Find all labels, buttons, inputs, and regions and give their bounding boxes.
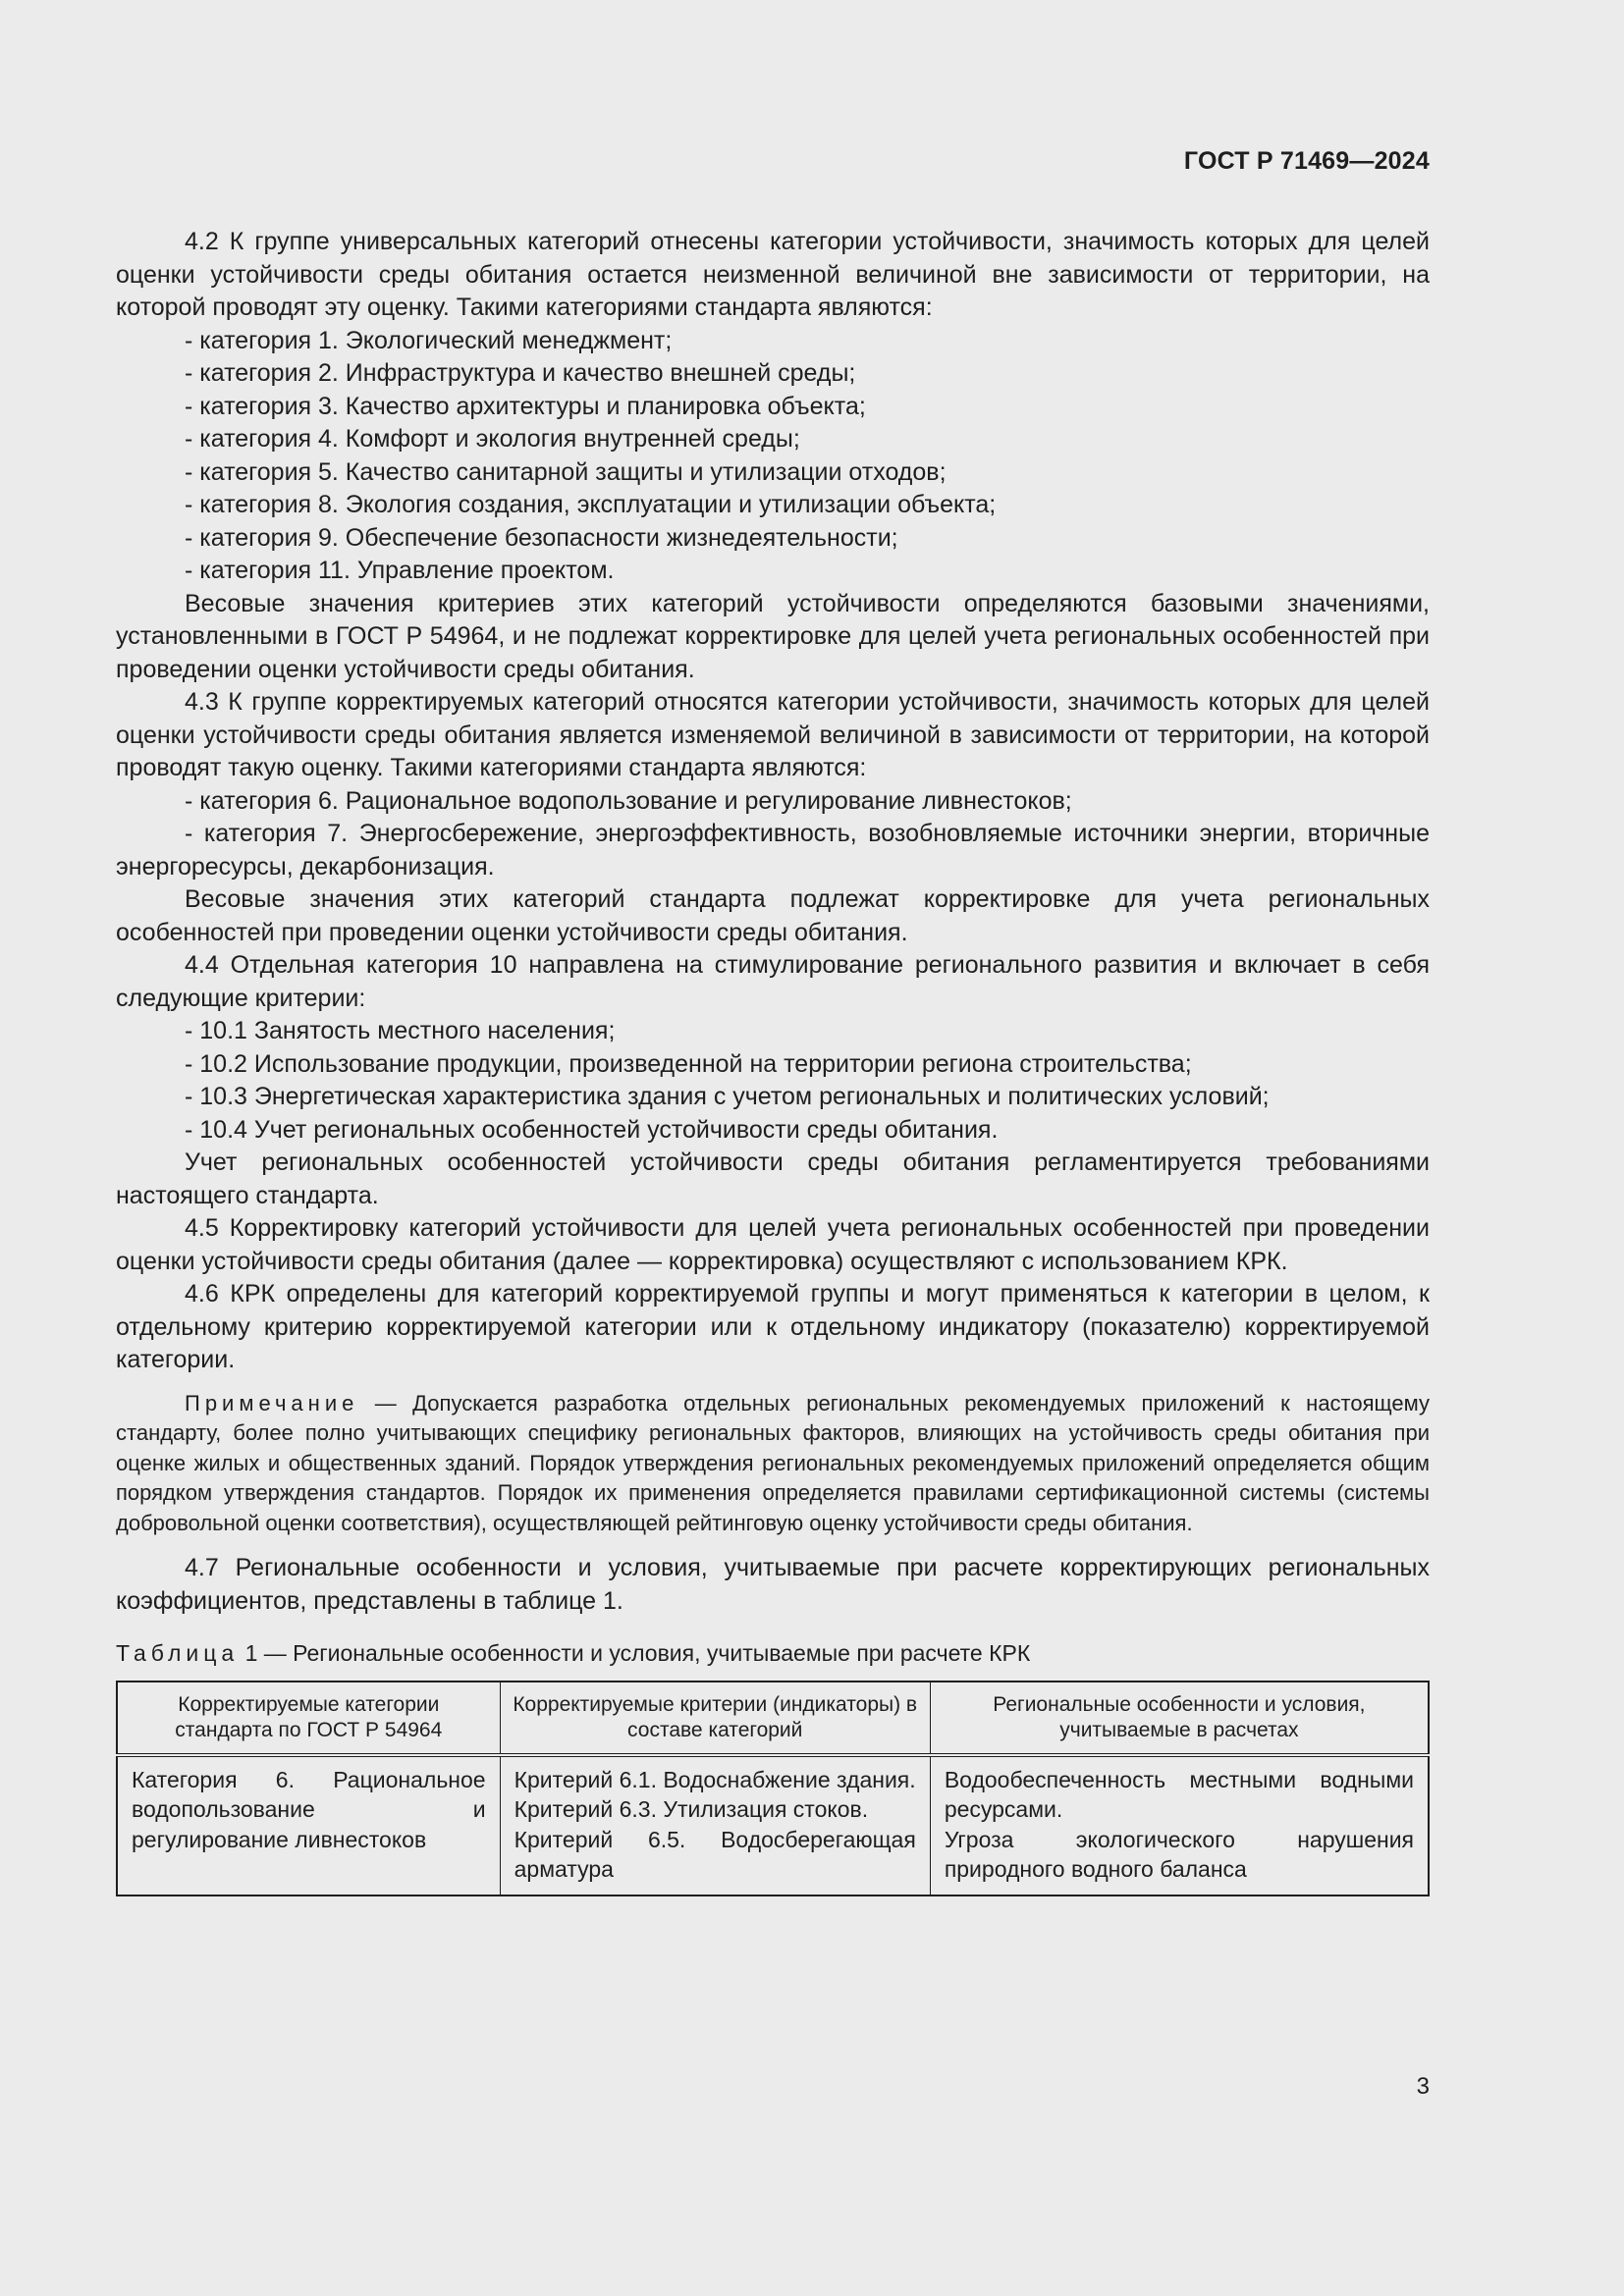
list-item: - категория 11. Управление проектом. — [185, 557, 615, 584]
criterion-line: Критерий 6.5. Водосберегающая арматура — [514, 1826, 916, 1882]
table-row — [117, 1755, 1429, 1896]
list-item: - категория 4. Комфорт и экология внутренней среды; — [185, 425, 800, 453]
list-item: - категория 6. Рациональное водопользование и регулирование ливнестоков; — [185, 786, 1072, 815]
table-header-row — [117, 1682, 1429, 1755]
list-item: - категория 1. Экологический менеджмент; — [185, 326, 673, 354]
table-header-cell: Корректируемые критерии (индикаторы) в составе категорий — [500, 1682, 930, 1755]
paragraph-4-6: 4.6 КРК определены для категорий корректируемой группы и могут применяться к категории в целом, к отдельному критерию корректируемой категории или к отдельному индикатору (показателю) корректируемой категории. — [116, 1280, 1430, 1373]
list-item: - 10.1 Занятость местного населения; — [185, 1017, 616, 1044]
paragraph-4-3: 4.3 К группе корректируемых категорий относятся категории устойчивости, значимость которых для целей оценки устойчивости среды обитания является изменяемой величиной в зависимости от территории, на которой проводят такую оценку. Такими категориями стандарта являются: — [116, 688, 1430, 781]
table-cell-conditions — [930, 1755, 1429, 1896]
paragraph-regional-features: Учет региональных особенностей устойчивости среды обитания регламентируется требованиями настоящего стандарта. — [116, 1148, 1430, 1209]
paragraph-weights-adjustable: Весовые значения этих категорий стандарта подлежат корректировке для учета региональных особенностей при проведении оценки устойчивости среды обитания. — [116, 885, 1430, 946]
list-item: - категория 8. Экология создания, эксплуатации и утилизации объекта; — [185, 491, 997, 518]
document-body — [116, 226, 1430, 1896]
table-caption-text: 1 — Региональные особенности и условия, учитываемые при расчете КРК — [239, 1640, 1031, 1666]
paragraph-4-4: 4.4 Отдельная категория 10 направлена на стимулирование регионального развития и включает в себя следующие критерии: — [116, 951, 1430, 1012]
note-paragraph — [116, 1389, 1430, 1539]
paragraph-4-2: 4.2 К группе универсальных категорий отнесены категории устойчивости, значимость которых для целей оценки устойчивости среды обитания остается неизменной величиной вне зависимости от территории, на которой проводят эту оценку. Такими категориями стандарта являются: — [116, 228, 1430, 321]
paragraph-4-7: 4.7 Региональные особенности и условия, учитываемые при расчете корректирующих региональных коэффициентов, представлены в таблице 1. — [116, 1554, 1430, 1615]
table-header-cell: Корректируемые категории стандарта по ГОСТ Р 54964 — [117, 1682, 500, 1755]
list-item: - категория 9. Обеспечение безопасности жизнедеятельности; — [185, 523, 898, 552]
paragraph-weights-universal: Весовые значения критериев этих категорий устойчивости определяются базовыми значениями, установленными в ГОСТ Р 54964, и не подлежат корректировке для целей учета региональных особенностей при проведении оценки устойчивости среды обитания. — [116, 589, 1430, 683]
list-item: - 10.2 Использование продукции, произведенной на территории региона строительства; — [185, 1049, 1192, 1078]
condition-line: Водообеспеченность местными водными ресурсами. — [944, 1766, 1414, 1822]
regional-features-table — [116, 1681, 1430, 1896]
table-cell-criteria — [500, 1755, 930, 1896]
universal-categories-list — [116, 325, 1430, 588]
category-10-criteria-list — [116, 1015, 1430, 1147]
criterion-line: Критерий 6.3. Утилизация стоков. — [514, 1796, 869, 1822]
list-item: - категория 2. Инфраструктура и качество внешней среды; — [185, 359, 856, 387]
paragraph-4-5: 4.5 Корректировку категорий устойчивости для целей учета региональных особенностей при проведении оценки устойчивости среды обитания (далее — корректировка) осуществляют с использованием КРК. — [116, 1214, 1430, 1275]
note-label: Примечание — [185, 1390, 359, 1415]
list-item: - 10.4 Учет региональных особенностей устойчивости среды обитания. — [185, 1115, 999, 1144]
list-item: - 10.3 Энергетическая характеристика здания с учетом региональных и политических условий; — [185, 1083, 1270, 1110]
list-item: - категория 5. Качество санитарной защиты и утилизации отходов; — [185, 457, 947, 486]
list-item: - категория 7. Энергосбережение, энергоэффективность, возобновляемые источники энергии, вторичные энергоресурсы, декарбонизация. — [116, 820, 1430, 881]
page-number: 3 — [1416, 2073, 1430, 2100]
table-cell-category: Категория 6. Рациональное водопользование и регулирование ливнестоков — [117, 1755, 500, 1896]
table-header-cell: Региональные особенности и условия, учитываемые в расчетах — [930, 1682, 1429, 1755]
table-caption-label: Таблица — [116, 1640, 240, 1666]
criterion-line: Критерий 6.1. Водоснабжение здания. — [514, 1766, 916, 1792]
list-item: - категория 3. Качество архитектуры и планировка объекта; — [185, 392, 866, 420]
condition-line: Угроза экологического нарушения природного водного баланса — [944, 1826, 1414, 1882]
document-code-header: ГОСТ Р 71469—2024 — [1183, 147, 1430, 175]
table-caption — [116, 1637, 1430, 1671]
note-text: — Допускается разработка отдельных региональных рекомендуемых приложений к настоящему стандарту, более полно учитывающих специфику региональных факторов, влияющих на устойчивость среды обитания при оценке жилых и общественных зданий. Порядок утверждения региональных рекомендуемых приложений определяется общим порядком утверждения стандартов. Порядок их применения определяется правилами сертификационной системы (системы добровольной оценки соответствия), осуществляющей рейтинговую оценку устойчивости среды обитания. — [116, 1390, 1430, 1535]
